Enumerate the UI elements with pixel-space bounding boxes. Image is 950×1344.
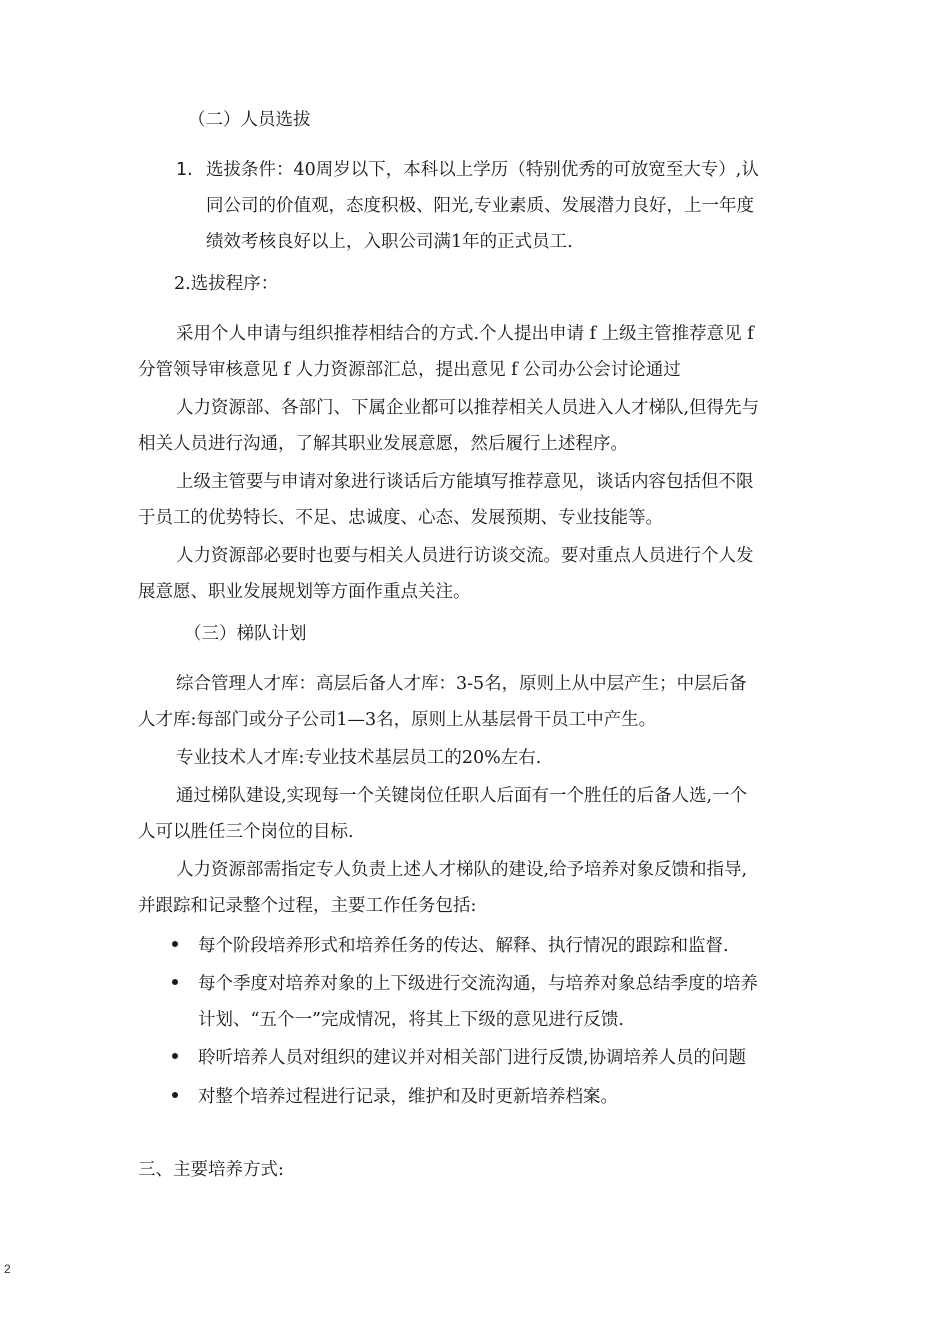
bullet-item-line: 对整个培养过程进行记录，维护和及时更新培养档案。: [198, 1087, 618, 1107]
bullet-icon: [172, 941, 178, 947]
paragraph-line: 通过梯队建设,实现每一个关键岗位任职人后面有一个胜任的后备人选,一个: [176, 786, 748, 806]
paragraph-line: 分管领导审核意见 f 人力资源部汇总，提出意见 f 公司办公会讨论通过: [138, 360, 681, 380]
subheading-selection-procedure: 2.选拔程序：: [174, 274, 279, 294]
paragraph-line: 上级主管要与申请对象进行谈话后方能填写推荐意见，谈话内容包括但不限: [176, 472, 754, 492]
section-heading-echelon-plan: （三）梯队计划: [184, 624, 307, 644]
paragraph-line: 相关人员进行沟通，了解其职业发展意愿，然后履行上述程序。: [138, 434, 628, 454]
list-number-1: 1.: [176, 160, 193, 180]
bullet-icon: [172, 979, 178, 985]
item1-line-2: 同公司的价值观，态度积极、阳光,专业素质、发展潜力良好，上一年度: [206, 196, 755, 216]
paragraph-line: 展意愿、职业发展规划等方面作重点关注。: [138, 582, 471, 602]
bullet-item-line: 聆听培养人员对组织的建议并对相关部门进行反馈,协调培养人员的问题: [198, 1048, 747, 1068]
bullet-item-line: 每个阶段培养形式和培养任务的传达、解释、执行情况的跟踪和监督.: [198, 936, 729, 956]
page-number: 2: [4, 1262, 11, 1276]
bullet-icon: [172, 1053, 178, 1059]
paragraph-line: 于员工的优势特长、不足、忠诚度、心态、发展预期、专业技能等。: [138, 508, 663, 528]
item1-line-3: 绩效考核良好以上，入职公司满1年的正式员工.: [206, 232, 573, 252]
bullet-item-line: 计划、“五个一”完成情况，将其上下级的意见进行反馈.: [198, 1010, 624, 1030]
paragraph-line: 采用个人申请与组织推荐相结合的方式.个人提出申请 f 上级主管推荐意见 f: [176, 324, 754, 344]
paragraph-line: 人力资源部必要时也要与相关人员进行访谈交流。要对重点人员进行个人发: [176, 546, 754, 566]
paragraph-line: 并跟踪和记录整个过程，主要工作任务包括:: [138, 896, 477, 916]
paragraph-line: 综合管理人才库：高层后备人才库：3-5名，原则上从中层产生；中层后备: [176, 674, 747, 694]
paragraph-line: 人力资源部、各部门、下属企业都可以推荐相关人员进入人才梯队,但得先与: [176, 398, 760, 418]
bullet-item-line: 每个季度对培养对象的上下级进行交流沟通，与培养对象总结季度的培养: [198, 974, 758, 994]
paragraph-line: 人才库:每部门或分子公司1—3名，原则上从基层骨干员工中产生。: [138, 710, 657, 730]
chapter-heading-training-methods: 三、主要培养方式:: [138, 1160, 284, 1180]
paragraph-line: 人力资源部需指定专人负责上述人才梯队的建设,给予培养对象反馈和指导,: [176, 860, 748, 880]
paragraph-line: 人可以胜任三个岗位的目标.: [138, 822, 354, 842]
section-heading-personnel-selection: （二）人员选拔: [188, 110, 311, 130]
item1-line-1: 选拔条件：40周岁以下，本科以上学历（特别优秀的可放宽至大专）,认: [206, 160, 759, 180]
paragraph-line: 专业技术人才库:专业技术基层员工的20%左右.: [176, 748, 542, 768]
bullet-icon: [172, 1092, 178, 1098]
